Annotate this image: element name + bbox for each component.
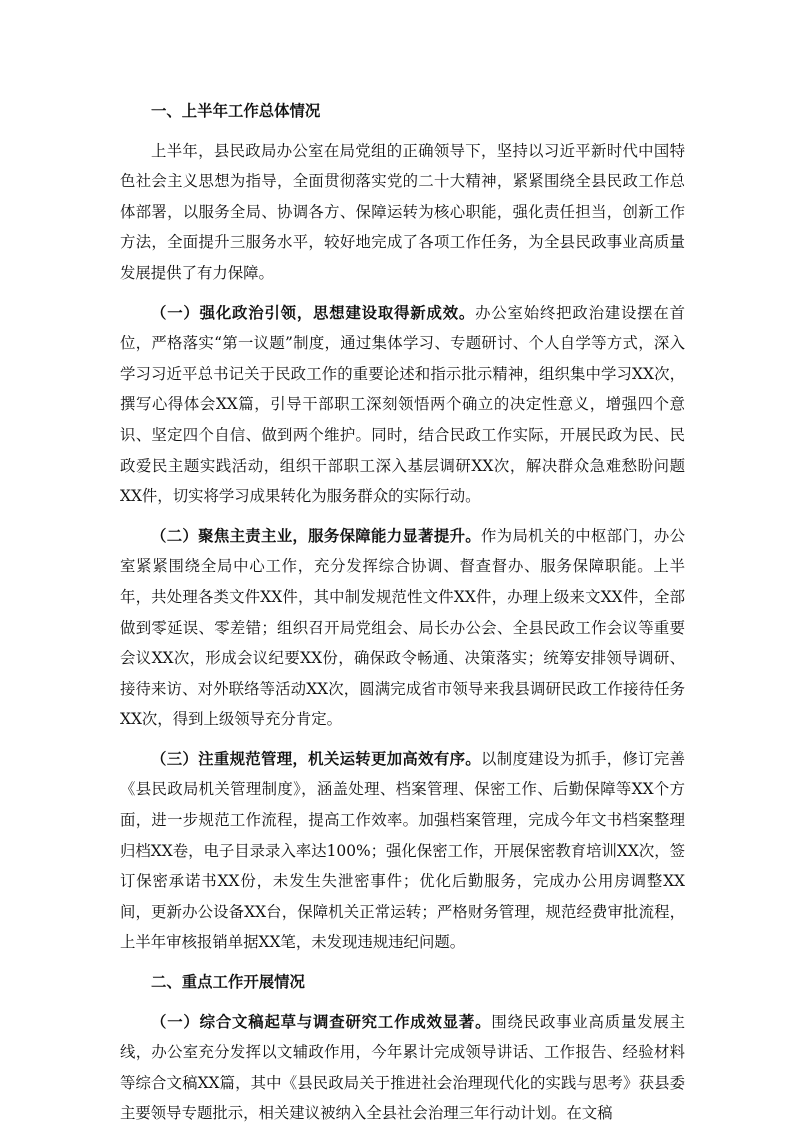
paragraph-body: 办公室始终把政治建设摆在首位，严格落实“第一议题”制度，通过集体学习、专题研讨、个人自学等方式，深入学习习近平总书记关于民政工作的重要论述和指示批示精神，组织集中学习XX次，撰写心得体会XX篇，引导干部职工深刻领悟两个确立的决定性意义，增强四个意识、坚定四个自信、做到两个维护。同时，结合民政工作实际，开展民政为民、民政爱民主题实践活动，组织干部职工深入基层调研XX次，解决群众急难愁盼问题XX件，切实将学习成果转化为服务群众的实际行动。 [120,303,685,506]
document-page [120,96,685,1138]
paragraph-body: 围绕民政事业高质量发展主线，办公室充分发挥以文辅政作用，今年累计完成领导讲话、工作报告、经验材料等综合文稿XX篇，其中《县民政局关于推进社会治理现代化的实践与思考》获县委主要领导专题批示，相关建议被纳入全县社会治理三年行动计划。在文稿 [120,1012,685,1123]
paragraph-standard-management [120,744,685,958]
intro-paragraph: 上半年，县民政局办公室在局党组的正确领导下，坚持以习近平新时代中国特色社会主义思想为指导，全面贯彻落实党的二十大精神，紧紧围绕全县民政工作总体部署，以服务全局、协调各方、保障运转为核心职能，强化责任担当，创新工作方法，全面提升三服务水平，较好地完成了各项工作任务，为全县民政事业高质量发展提供了有力保障。 [120,141,685,282]
paragraph-body: 作为局机关的中枢部门，办公室紧紧围绕全局中心工作，充分发挥综合协调、督查督办、服务保障职能。上半年，共处理各类文件XX件，其中制发规范性文件XX件，办理上级来文XX件，全部做到零延误、零差错；组织召开局党组会、局长办公会、全县民政工作会议等重要会议XX次，形成会议纪要XX份，确保政令畅通、决策落实；统筹安排领导调研、接待来访、对外联络等活动XX次，圆满完成省市领导来我县调研民政工作接待任务XX次，得到上级领导充分肯定。 [120,526,685,729]
section-heading-1: 一、上半年工作总体情况 [151,102,321,120]
paragraph-body: 以制度建设为抓手，修订完善《县民政局机关管理制度》，涵盖处理、档案管理、保密工作、后勤保障等XX个方面，进一步规范工作流程，提高工作效率。加强档案管理，完成今年文书档案整理归档XX卷，电子目录录入率达100%；强化保密工作，开展保密教育培训XX次，签订保密承诺书XX份，未发生失泄密事件；优化后勤服务，完成办公用房调整XX间，更新办公设备XX台，保障机关正常运转；严格财务管理，规范经费审批流程，上半年审核报销单据XX笔，未发现违规违纪问题。 [120,749,685,952]
paragraph-lead: （一）强化政治引领，思想建设取得新成效。 [151,303,476,322]
paragraph-drafting-research [120,1007,685,1129]
section-heading-2: 二、重点工作开展情况 [151,973,305,992]
paragraph-lead: （三）注重规范管理，机关运转更加高效有序。 [151,749,482,768]
paragraph-political-guidance [120,298,685,512]
paragraph-lead: （二）聚焦主责主业，服务保障能力显著提升。 [151,526,482,545]
paragraph-service-support [120,521,685,735]
paragraph-lead: （一）综合文稿起草与调查研究工作成效显著。 [151,1012,492,1031]
